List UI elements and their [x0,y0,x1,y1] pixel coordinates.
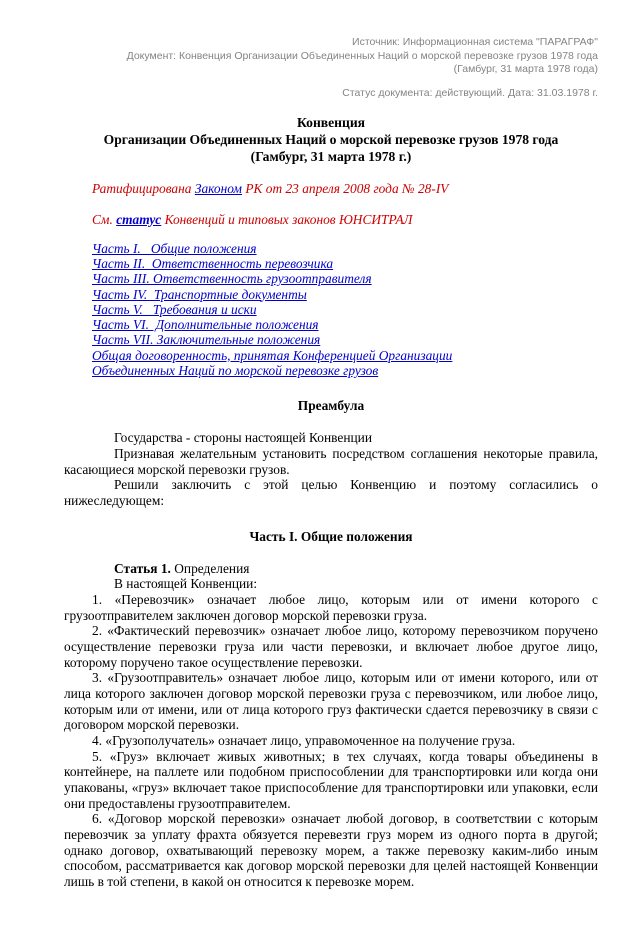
toc-part-1-link[interactable]: Часть I. Общие положения [92,240,257,256]
toc-part-2-link[interactable]: Часть II. Ответственность перевозчика [92,255,334,271]
toc-part-3-link[interactable]: Часть III. Ответственность грузоотправителя [92,271,372,287]
title-line-1: Конвенция [296,114,366,130]
meta-status-line: Статус документа: действующий. Дата: 31.03.1978 г. [342,86,598,99]
toc-part-6-link[interactable]: Часть VI. Дополнительные положения [92,317,319,333]
title-line-2: Организации Объединенных Наций о морской перевозке грузов 1978 года [103,131,559,147]
article-1-item-2: 2. «Фактический перевозчик» означает любое лицо, которому перевозчиком поручено осуществление перевозки груза или части перевозки, и включает любое другое лицо, которому поручено такое осуществление перевозки. [64,623,598,670]
meta-document-line-1: Документ: Конвенция Организации Объединенных Наций о морской перевозке грузов 1978 года [126,49,598,62]
article-1-title [64,561,598,577]
status-note-prefix: См. [92,211,117,227]
status-note [64,212,598,228]
article-1-title-text: Определения [170,560,250,576]
toc-general-agreement-link-line-2[interactable]: Объединенных Наций по морской перевозке грузов [92,362,379,378]
article-1-item-6: 6. «Договор морской перевозки» означает любой договор, в соответствии с которым перевозчик за уплату фрахта обязуется перевезти груз морем из одного порта в другой; однако договор, охватывающий перевозку морем, а также перевозку каким-либо иным способом, рассматривается как договор морской перевозки для целей настоящей Конвенции лишь в той степени, в какой он относится к перевозке морем. [64,811,598,889]
ratification-law-link[interactable]: Законом [194,180,242,196]
ratification-suffix: РК от 23 апреля 2008 года № 28-IV [241,180,449,196]
title-line-3: (Гамбург, 31 марта 1978 г.) [250,148,412,164]
toc-part-5-link[interactable]: Часть V. Требования и иски [92,301,257,317]
toc-part-7-link[interactable]: Часть VII. Заключительные положения [92,332,321,348]
toc-general-agreement-link-line-1[interactable]: Общая договоренность, принятая Конференцией Организации [92,347,453,363]
article-1-intro: В настоящей Конвенции: [114,576,258,592]
ratification-prefix: Ратифицирована [92,180,195,196]
status-link[interactable]: статус [116,211,162,227]
preamble-paragraph-1: Государства - стороны настоящей Конвенции [114,430,372,446]
article-1-item-4: 4. «Грузополучатель» означает лицо, управомоченное на получение груза. [92,732,516,748]
meta-document-line-2: (Гамбург, 31 марта 1978 года) [453,63,598,76]
article-1-item-5: 5. «Груз» включает живых животных; в тех случаях, когда товары объединены в контейнере, на паллете или подобном приспособлении для транспортировки или когда они упакованы, «груз» включает такое приспособление для транспортировки или упаковки, если они предоставлены грузоотправителем. [64,748,598,811]
preamble-paragraph-2: Признавая желательным установить посредством соглашения некоторые правила, касающиеся морской перевозки грузов. [64,445,598,477]
ratification-note [64,181,598,197]
table-of-contents [64,241,598,379]
toc-part-4-link[interactable]: Часть IV. Транспортные документы [92,286,307,302]
document-meta [64,36,598,101]
article-1-label: Статья 1. [114,560,171,576]
preamble-heading: Преамбула [297,398,365,414]
part-1-heading: Часть I. Общие положения [249,528,413,544]
preamble-paragraph-3: Решили заключить с этой целью Конвенцию и поэтому согласились о нижеследующем: [64,477,598,508]
status-note-suffix: Конвенций и типовых законов ЮНСИТРАЛ [161,211,413,227]
document-title [64,115,598,166]
article-1-item-1: 1. «Перевозчик» означает любое лицо, которым или от имени которого с грузоотправителем заключен договор морской перевозки груза. [64,591,598,623]
article-1-item-3: 3. «Грузоотправитель» означает любое лицо, которым или от имени которого, или от лица которого заключен договор морской перевозки груза с перевозчиком, или любое лицо, которым или от имени, или от лица которого груз фактически сдается перевозчику в связи с договором морской перевозки. [64,670,598,733]
meta-source-line: Источник: Информационная система "ПАРАГРАФ" [352,36,598,48]
